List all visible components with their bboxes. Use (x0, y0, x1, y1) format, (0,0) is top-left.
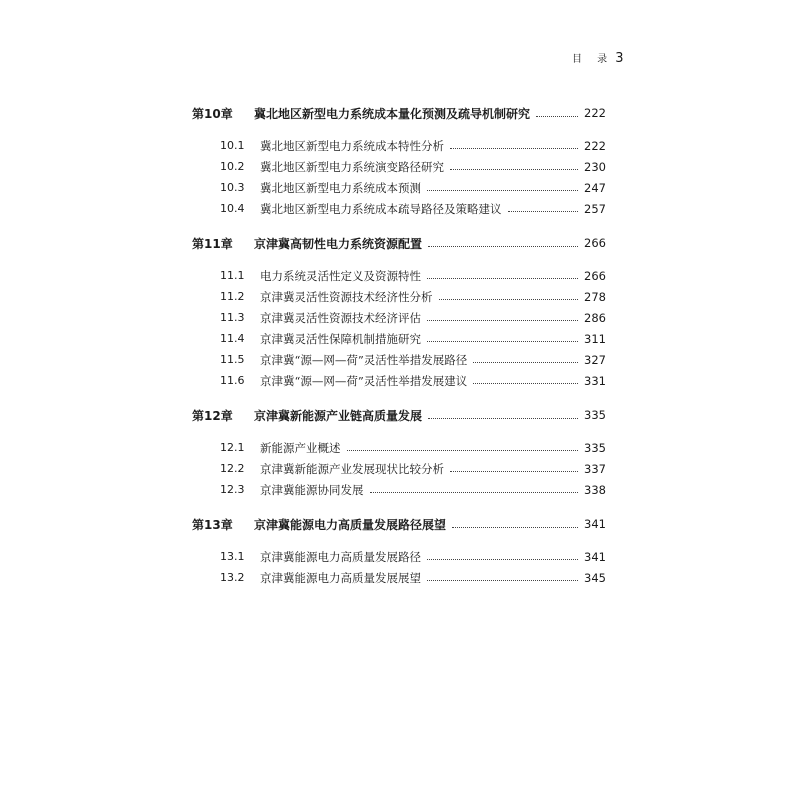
chapter-number: 第11章 (192, 236, 233, 251)
section-page: 278 (584, 289, 606, 304)
leader-dots (428, 245, 578, 247)
table-of-contents (192, 103, 606, 602)
section-number: 11.1 (220, 269, 245, 282)
section-page: 311 (584, 331, 606, 346)
chapter-number: 第12章 (192, 408, 233, 423)
section-page: 327 (584, 352, 606, 367)
chapter-page: 335 (584, 408, 606, 422)
section-page: 338 (584, 482, 606, 497)
section-page: 230 (584, 159, 606, 174)
chapter-group (192, 233, 606, 391)
section-entry[interactable] (192, 349, 606, 370)
section-page: 341 (584, 549, 606, 564)
section-title: 京津冀灵活性保障机制措施研究 (260, 331, 421, 346)
leader-dots (427, 558, 578, 560)
leader-dots (450, 168, 578, 170)
section-number: 12.3 (220, 483, 245, 496)
section-page: 286 (584, 310, 606, 325)
section-number: 10.3 (220, 181, 245, 194)
chapter-entry[interactable] (192, 514, 606, 534)
section-entry[interactable] (192, 567, 606, 588)
section-entry[interactable] (192, 370, 606, 391)
section-page: 257 (584, 201, 606, 216)
section-title: 冀北地区新型电力系统成本疏导路径及策略建议 (260, 201, 502, 216)
section-number: 11.5 (220, 353, 245, 366)
chapter-group (192, 405, 606, 500)
leader-dots (427, 579, 578, 581)
section-title: 电力系统灵活性定义及资源特性 (260, 268, 421, 283)
leader-dots (427, 277, 578, 279)
leader-dots (370, 491, 579, 493)
section-entry[interactable] (192, 437, 606, 458)
section-title: 京津冀“源—网—荷”灵活性举措发展建议 (260, 373, 468, 388)
running-header (572, 50, 623, 66)
section-entry[interactable] (192, 156, 606, 177)
section-title: 京津冀灵活性资源技术经济评估 (260, 310, 421, 325)
section-title: 京津冀“源—网—荷”灵活性举措发展路径 (260, 352, 468, 367)
section-entry[interactable] (192, 479, 606, 500)
section-page: 335 (584, 440, 606, 455)
leader-dots (536, 115, 578, 117)
leader-dots (439, 298, 579, 300)
section-title: 京津冀新能源产业发展现状比较分析 (260, 461, 444, 476)
chapter-number: 第13章 (192, 517, 233, 532)
section-entry[interactable] (192, 177, 606, 198)
section-number: 10.2 (220, 160, 245, 173)
section-entry[interactable] (192, 546, 606, 567)
section-title: 新能源产业概述 (260, 440, 341, 455)
section-number: 12.2 (220, 462, 245, 475)
section-number: 11.2 (220, 290, 245, 303)
chapter-title: 京津冀高韧性电力系统资源配置 (254, 236, 423, 251)
chapter-title: 京津冀新能源产业链高质量发展 (254, 408, 423, 423)
section-page: 331 (584, 373, 606, 388)
chapter-page: 341 (584, 517, 606, 531)
section-title: 冀北地区新型电力系统演变路径研究 (260, 159, 444, 174)
section-page: 345 (584, 570, 606, 585)
section-page: 266 (584, 268, 606, 283)
section-number: 11.4 (220, 332, 245, 345)
section-entry[interactable] (192, 328, 606, 349)
section-entry[interactable] (192, 198, 606, 219)
section-entry[interactable] (192, 265, 606, 286)
leader-dots (473, 382, 578, 384)
chapter-group (192, 103, 606, 219)
chapter-page: 222 (584, 106, 606, 120)
section-title: 京津冀能源协同发展 (260, 482, 364, 497)
chapter-page: 266 (584, 236, 606, 250)
section-number: 10.1 (220, 139, 245, 152)
chapter-entry[interactable] (192, 103, 606, 123)
section-title: 京津冀灵活性资源技术经济性分析 (260, 289, 433, 304)
chapter-title: 冀北地区新型电力系统成本量化预测及疏导机制研究 (254, 106, 531, 121)
section-title: 冀北地区新型电力系统成本特性分析 (260, 138, 444, 153)
section-entry[interactable] (192, 307, 606, 328)
section-title: 京津冀能源电力高质量发展展望 (260, 570, 421, 585)
header-label: 目 录 (572, 54, 614, 65)
section-entry[interactable] (192, 135, 606, 156)
section-page: 222 (584, 138, 606, 153)
leader-dots (452, 526, 578, 528)
section-title: 京津冀能源电力高质量发展路径 (260, 549, 421, 564)
section-entry[interactable] (192, 286, 606, 307)
leader-dots (450, 470, 578, 472)
section-number: 13.1 (220, 550, 245, 563)
section-number: 11.6 (220, 374, 245, 387)
chapter-entry[interactable] (192, 233, 606, 253)
leader-dots (428, 417, 578, 419)
section-number: 10.4 (220, 202, 245, 215)
section-number: 13.2 (220, 571, 245, 584)
section-page: 247 (584, 180, 606, 195)
leader-dots (347, 449, 579, 451)
section-title: 冀北地区新型电力系统成本预测 (260, 180, 421, 195)
leader-dots (427, 189, 578, 191)
section-page: 337 (584, 461, 606, 476)
leader-dots (473, 361, 578, 363)
chapter-title: 京津冀能源电力高质量发展路径展望 (254, 517, 447, 532)
chapter-entry[interactable] (192, 405, 606, 425)
section-number: 11.3 (220, 311, 245, 324)
chapter-group (192, 514, 606, 588)
leader-dots (450, 147, 578, 149)
section-number: 12.1 (220, 441, 245, 454)
section-entry[interactable] (192, 458, 606, 479)
chapter-number: 第10章 (192, 106, 233, 121)
leader-dots (427, 340, 578, 342)
header-page-number: 3 (615, 51, 624, 66)
leader-dots (508, 210, 579, 212)
leader-dots (427, 319, 578, 321)
